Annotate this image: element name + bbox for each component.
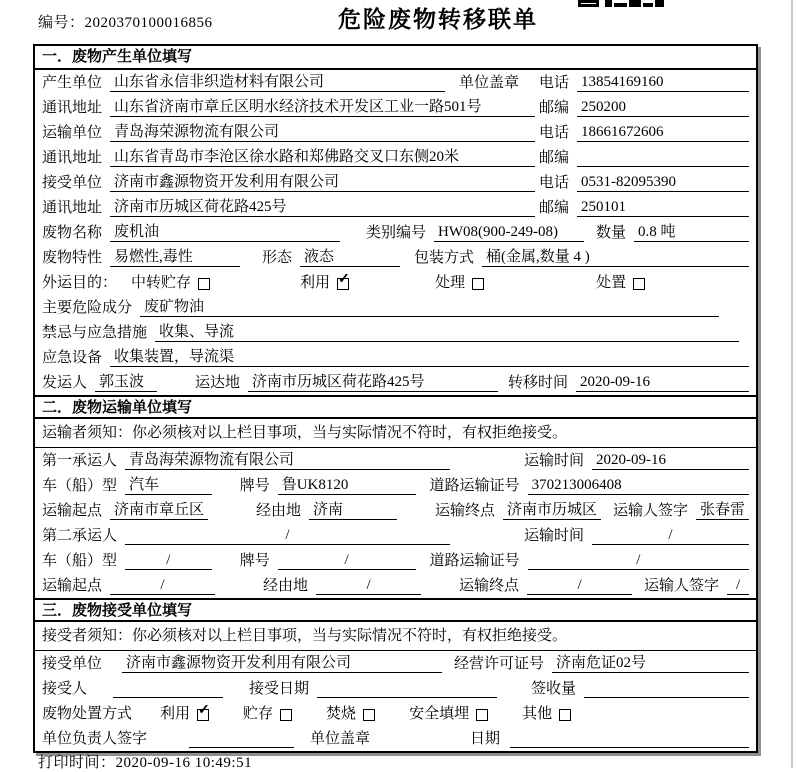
disposal-other bbox=[522, 706, 571, 723]
road-permit-1-value: 370213006408 bbox=[528, 477, 749, 495]
emergency-equipment-label: 应急设备 bbox=[42, 350, 103, 366]
quantity-label: 数量 bbox=[596, 225, 627, 241]
receiver-person-label: 接受人 bbox=[42, 681, 88, 697]
mailing-address-label: 通讯地址 bbox=[42, 150, 103, 166]
producer-address-value: 山东省济南市章丘区明水经济技术开发区工业一路501号 bbox=[110, 99, 535, 117]
plate-number-label: 牌号 bbox=[239, 553, 270, 569]
shipper-label: 发运人 bbox=[42, 375, 88, 391]
receiver-unit-label: 接受单位 bbox=[42, 175, 103, 191]
unit-seal-label: 单位盖章 bbox=[459, 75, 520, 91]
zip-label: 邮编 bbox=[539, 100, 570, 116]
transport-start-label: 运输起点 bbox=[42, 578, 103, 594]
transport-purpose-row bbox=[35, 270, 756, 295]
receive-date-value bbox=[317, 697, 497, 698]
purpose-transfer-storage bbox=[131, 275, 210, 292]
receiver-address-value: 济南市历城区荷花路425号 bbox=[110, 199, 535, 217]
transport-time-label: 运输时间 bbox=[524, 528, 585, 544]
purpose-dispose-label: 处置 bbox=[596, 275, 627, 291]
transport-end-2-value: / bbox=[527, 577, 632, 595]
transport-start-label: 运输起点 bbox=[42, 503, 103, 519]
transporter-address-row bbox=[35, 145, 756, 170]
disposal-incinerate-checkbox bbox=[363, 709, 375, 721]
receiver-person-row bbox=[35, 676, 756, 701]
disposal-utilize-checkbox bbox=[197, 702, 210, 721]
disposal-utilize-label: 利用 bbox=[160, 706, 191, 722]
transporter-notice: 运输者须知：你必须核对以上栏目事项，当与实际情况不符时，有权拒绝接受。 bbox=[35, 419, 756, 448]
phone-label: 电话 bbox=[539, 75, 570, 91]
check-icon: ✓ bbox=[338, 271, 350, 287]
receive-unit-label: 接受单位 bbox=[42, 656, 103, 672]
phone-label: 电话 bbox=[539, 125, 570, 141]
hazard-components-row bbox=[35, 295, 756, 320]
license-no-value: 济南危证02号 bbox=[552, 655, 749, 673]
transport-time-1-value: 2020-09-16 bbox=[592, 452, 749, 470]
mailing-address-label: 通讯地址 bbox=[42, 200, 103, 216]
received-amount-label: 签收量 bbox=[531, 681, 577, 697]
disposal-method-label: 废物处置方式 bbox=[42, 706, 133, 722]
receiver-phone-value: 0531-82095390 bbox=[577, 174, 749, 192]
hazard-components-label: 主要危险成分 bbox=[42, 300, 133, 316]
vehicle-type-label: 车（船）型 bbox=[42, 553, 118, 569]
quantity-value: 0.8 吨 bbox=[634, 224, 749, 242]
destination-value: 济南市历城区荷花路425号 bbox=[248, 374, 498, 392]
transporter-unit-label: 运输单位 bbox=[42, 125, 103, 141]
second-carrier-label: 第二承运人 bbox=[42, 528, 118, 544]
plate-number-2-value: / bbox=[278, 552, 416, 570]
first-carrier-value: 青岛海荣源物流有限公司 bbox=[125, 452, 450, 470]
unit-seal-label: 单位盖章 bbox=[310, 731, 371, 747]
producer-unit-row bbox=[35, 70, 756, 95]
receive-unit-row bbox=[35, 651, 756, 676]
unit-signer-value bbox=[189, 747, 294, 748]
receiver-person-value bbox=[113, 697, 223, 698]
section1-header: 一．废物产生单位填写 bbox=[35, 46, 756, 70]
phone-label: 电话 bbox=[539, 175, 570, 191]
disposal-utilize bbox=[160, 702, 210, 723]
carrier-sign-1-value: 张春雷 bbox=[696, 502, 749, 520]
carrier-sign-label: 运输人签字 bbox=[644, 578, 720, 594]
via-label: 经由地 bbox=[263, 578, 309, 594]
signer-row bbox=[35, 726, 756, 751]
page-title: 危险废物转移联单 bbox=[338, 7, 538, 32]
waste-name-label: 废物名称 bbox=[42, 225, 103, 241]
manifest-form bbox=[33, 44, 758, 753]
purpose-treat-label: 处理 bbox=[435, 275, 466, 291]
road-permit-label: 道路运输证号 bbox=[429, 553, 520, 569]
form-state-value: 液态 bbox=[300, 249, 400, 267]
second-carrier-value: / bbox=[125, 527, 450, 545]
packaging-value: 桶(金属,数量 4 ) bbox=[482, 249, 749, 267]
second-carrier-row bbox=[35, 523, 756, 548]
purpose-utilize bbox=[300, 271, 350, 292]
waste-traits-label: 废物特性 bbox=[42, 250, 103, 266]
disposal-storage bbox=[243, 706, 292, 723]
purpose-dispose-checkbox bbox=[633, 278, 645, 290]
disposal-method-row bbox=[35, 701, 756, 726]
purpose-treat bbox=[435, 275, 484, 292]
producer-unit-label: 产生单位 bbox=[42, 75, 103, 91]
disposal-other-checkbox bbox=[559, 709, 571, 721]
shipper-value: 郭玉波 bbox=[95, 374, 157, 392]
disposal-landfill-label: 安全填埋 bbox=[409, 706, 470, 722]
transporter-zip-value bbox=[577, 166, 749, 167]
carrier-sign-2-value: / bbox=[727, 577, 749, 595]
form-state-label: 形态 bbox=[262, 250, 293, 266]
page-edge-line bbox=[791, 0, 793, 768]
vehicle-row-1 bbox=[35, 473, 756, 498]
vehicle-row-2 bbox=[35, 548, 756, 573]
receiver-notice: 接受者须知：你必须核对以上栏目事项，当与实际情况不符时，有权拒绝接受。 bbox=[35, 622, 756, 651]
date-label: 日期 bbox=[470, 731, 501, 747]
producer-zip-value: 250200 bbox=[577, 99, 749, 117]
via-label: 经由地 bbox=[256, 503, 302, 519]
first-carrier-label: 第一承运人 bbox=[42, 453, 118, 469]
emergency-measures-value: 收集、导流 bbox=[155, 324, 739, 342]
transport-end-label: 运输终点 bbox=[459, 578, 520, 594]
purpose-transfer-storage-label: 中转贮存 bbox=[131, 275, 192, 291]
transport-start-1-value: 济南市章丘区 bbox=[110, 502, 208, 520]
receive-date-label: 接受日期 bbox=[249, 681, 310, 697]
destination-label: 运达地 bbox=[195, 375, 241, 391]
category-code-label: 类别编号 bbox=[366, 225, 427, 241]
road-permit-2-value: / bbox=[528, 552, 749, 570]
purpose-treat-checkbox bbox=[472, 278, 484, 290]
emergency-measures-row bbox=[35, 320, 756, 345]
producer-address-row bbox=[35, 95, 756, 120]
producer-phone-value: 13854169160 bbox=[577, 74, 749, 92]
section2-header: 二．废物运输单位填写 bbox=[35, 395, 756, 419]
vehicle-type-1-value: 汽车 bbox=[125, 477, 212, 495]
receiver-address-row bbox=[35, 195, 756, 220]
plate-number-1-value: 鲁UK8120 bbox=[278, 477, 416, 495]
first-carrier-row bbox=[35, 448, 756, 473]
receiver-zip-value: 250101 bbox=[577, 199, 749, 217]
disposal-storage-label: 贮存 bbox=[243, 706, 274, 722]
transport-end-1-value: 济南市历城区 bbox=[503, 502, 601, 520]
via-2-value: / bbox=[316, 577, 421, 595]
waste-name-value: 废机油 bbox=[110, 224, 340, 242]
disposal-incinerate-label: 焚烧 bbox=[326, 706, 357, 722]
check-icon: ✓ bbox=[198, 702, 210, 718]
producer-unit-value: 山东省永信非织造材料有限公司 bbox=[110, 74, 445, 92]
route-row-1 bbox=[35, 498, 756, 523]
hazard-components-value: 废矿物油 bbox=[140, 299, 719, 317]
category-code-value: HW08(900-249-08) bbox=[434, 224, 584, 242]
waste-name-row bbox=[35, 220, 756, 245]
transfer-date-label: 转移时间 bbox=[508, 375, 569, 391]
transport-start-2-value: / bbox=[110, 577, 215, 595]
disposal-other-label: 其他 bbox=[522, 706, 553, 722]
via-1-value: 济南 bbox=[309, 502, 397, 520]
disposal-landfill bbox=[409, 706, 488, 723]
mailing-address-label: 通讯地址 bbox=[42, 100, 103, 116]
transporter-phone-value: 18661672606 bbox=[577, 124, 749, 142]
purpose-utilize-checkbox bbox=[337, 271, 350, 290]
qr-code-fragment-icon bbox=[578, 0, 664, 8]
shipper-row bbox=[35, 370, 756, 395]
disposal-landfill-checkbox bbox=[476, 709, 488, 721]
zip-label: 邮编 bbox=[539, 200, 570, 216]
license-no-label: 经营许可证号 bbox=[454, 656, 545, 672]
unit-signer-label: 单位负责人签字 bbox=[42, 731, 148, 747]
date-value bbox=[510, 747, 749, 748]
route-row-2 bbox=[35, 573, 756, 598]
waste-traits-row bbox=[35, 245, 756, 270]
purpose-transfer-storage-checkbox bbox=[198, 278, 210, 290]
document-number-label: 编号： bbox=[38, 15, 85, 31]
disposal-incinerate bbox=[326, 706, 375, 723]
emergency-equipment-value: 收集装置，导流渠 bbox=[110, 349, 749, 367]
received-amount-value bbox=[584, 697, 749, 698]
purpose-utilize-label: 利用 bbox=[300, 275, 331, 291]
transport-time-2-value: / bbox=[592, 527, 749, 545]
section3-header: 三．废物接受单位填写 bbox=[35, 598, 756, 622]
receiver-unit-row bbox=[35, 170, 756, 195]
transporter-address-value: 山东省青岛市李沧区徐水路和郑佛路交叉口东侧20米 bbox=[110, 149, 535, 167]
plate-number-label: 牌号 bbox=[239, 478, 270, 494]
receive-unit-value: 济南市鑫源物资开发利用有限公司 bbox=[122, 655, 442, 673]
transporter-unit-row bbox=[35, 120, 756, 145]
waste-traits-value: 易燃性,毒性 bbox=[110, 249, 240, 267]
packaging-label: 包装方式 bbox=[414, 250, 475, 266]
receiver-unit-value: 济南市鑫源物资开发利用有限公司 bbox=[110, 174, 535, 192]
zip-label: 邮编 bbox=[539, 150, 570, 166]
document-number-value: 2020370100016856 bbox=[84, 15, 213, 31]
transport-end-label: 运输终点 bbox=[434, 503, 495, 519]
vehicle-type-2-value: / bbox=[125, 552, 212, 570]
transfer-date-value: 2020-09-16 bbox=[576, 374, 749, 392]
transporter-unit-value: 青岛海荣源物流有限公司 bbox=[110, 124, 535, 142]
carrier-sign-label: 运输人签字 bbox=[612, 503, 688, 519]
road-permit-label: 道路运输证号 bbox=[429, 478, 520, 494]
disposal-storage-checkbox bbox=[280, 709, 292, 721]
transport-purpose-label: 外运目的： bbox=[42, 275, 118, 291]
print-time: 打印时间：2020-09-16 10:49:51 bbox=[38, 755, 253, 771]
emergency-measures-label: 禁忌与应急措施 bbox=[42, 325, 148, 341]
transport-time-label: 运输时间 bbox=[524, 453, 585, 469]
emergency-equipment-row bbox=[35, 345, 756, 370]
vehicle-type-label: 车（船）型 bbox=[42, 478, 118, 494]
purpose-dispose bbox=[596, 275, 645, 292]
